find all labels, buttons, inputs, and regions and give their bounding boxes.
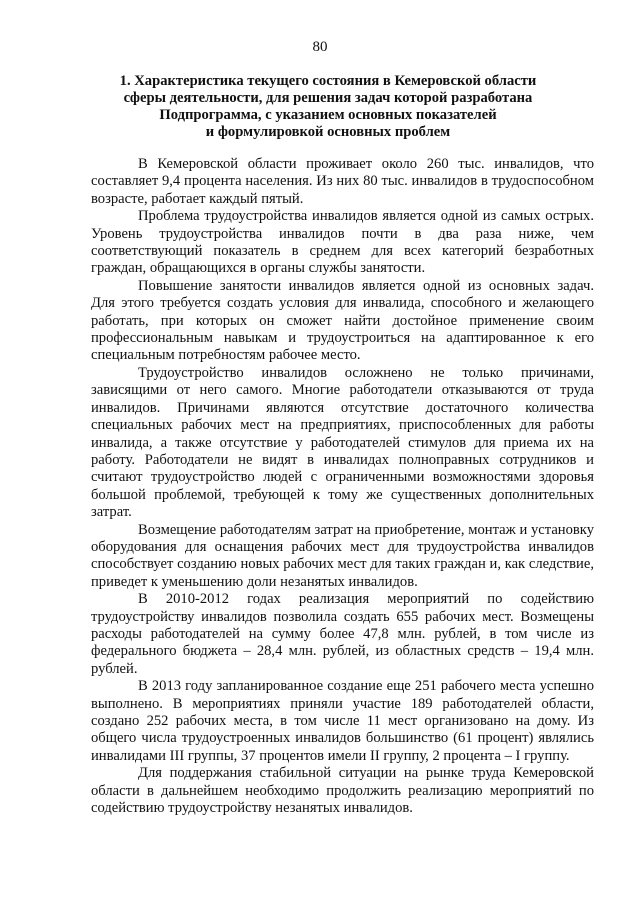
section-title-line: Подпрограмма, с указанием основных показателей bbox=[159, 107, 497, 123]
paragraph: Для поддержания стабильной ситуации на рынке труда Кемеровской области в дальнейшем необходимо продолжить реализацию мероприятий по содействию трудоустройству незанятых инвалидов. bbox=[91, 765, 594, 817]
body-text bbox=[91, 156, 594, 817]
paragraph: В Кемеровской области проживает около 260 тыс. инвалидов, что составляет 9,4 процента населения. Из них 80 тыс. инвалидов в трудоспособном возрасте, работает каждый пятый. bbox=[91, 156, 594, 207]
section-title-line: 1. Характеристика текущего состояния в Кемеровской области bbox=[119, 73, 537, 89]
section-title-line: сферы деятельности, для решения задач которой разработана bbox=[123, 90, 533, 106]
section-title-line: и формулировкой основных проблем bbox=[205, 124, 451, 140]
paragraph: Возмещение работодателям затрат на приобретение, монтаж и установку оборудования для оснащения рабочих мест для трудоустройства инвалидов способствует созданию новых рабочих мест для таких граждан и, как следствие, приведет к уменьшению доли незанятых инвалидов. bbox=[91, 521, 594, 590]
paragraph: В 2013 году запланированное создание еще 251 рабочего места успешно выполнено. В мероприятиях приняли участие 189 работодателей области, создано 252 рабочих места, в том числе 11 мест организовано на дому. Из общего числа трудоустроенных инвалидов большинство (61 процент) являлись инвалидами III группы, 37 процентов имели II группу, 2 процента – I группу. bbox=[91, 678, 594, 764]
paragraph: Повышение занятости инвалидов является одной из основных задач. Для этого требуется создать условия для инвалида, способного и желающего работать, при которых он сможет найти достойное применение своим профессиональным навыкам и трудоустроиться на адаптированное к его специальным потребностям рабочее место. bbox=[91, 277, 594, 364]
paragraph: В 2010-2012 годах реализация мероприятий по содействию трудоустройству инвалидов позволила создать 655 рабочих мест. Возмещены расходы работодателей на сумму более 47,8 млн. рублей, в том числе из федерального бюджета – 28,4 млн. рублей, из областных средств – 19,4 млн. рублей. bbox=[91, 591, 594, 677]
page-number: 80 bbox=[312, 39, 328, 55]
section-title bbox=[108, 73, 548, 141]
paragraph: Трудоустройство инвалидов осложнено не только причинами, зависящими от него самого. Многие работодатели отказываются от труда инвалидов. Причинами являются отсутствие достаточного количества специальных рабочих мест на предприятиях, приспособленных для работы инвалида, а также отсутствие у работодателей стимулов для приема их на работу. Работодатели не видят в инвалидах полноправных сотрудников и считают трудоустройство людей с ограниченными возможностями здоровья большой проблемой, требующей к тому же существенных дополнительных затрат. bbox=[91, 364, 594, 521]
paragraph: Проблема трудоустройства инвалидов является одной из самых острых. Уровень трудоустройства инвалидов почти в два раза ниже, чем соответствующий показатель в среднем для всех категорий безработных граждан, обращающихся в органы службы занятости. bbox=[91, 208, 594, 277]
